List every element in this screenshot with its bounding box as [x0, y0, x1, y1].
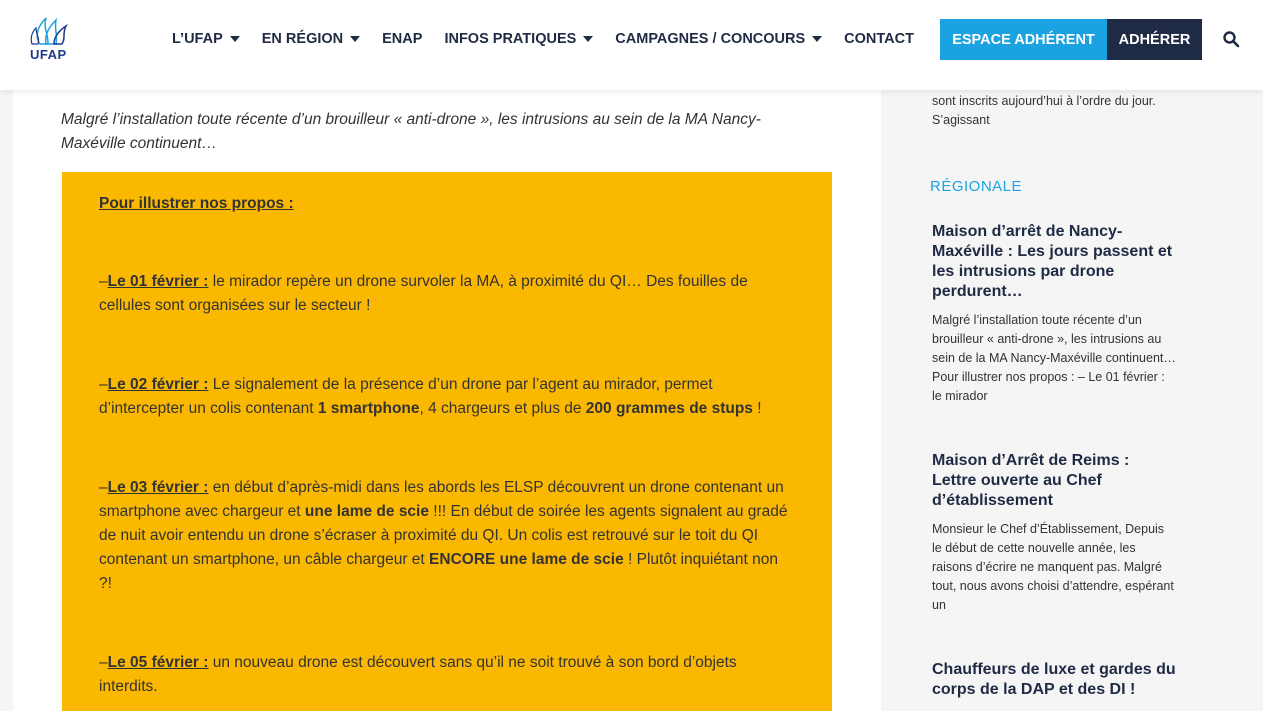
entry-bold: 200 grammes de stups [585, 400, 753, 417]
sidebar-post [932, 222, 1176, 406]
entry-text: , 4 chargeurs et plus de [419, 400, 586, 417]
nav-label: L’UFAP [172, 31, 223, 47]
post-excerpt: Malgré l’installation toute récente d’un brouilleur « anti-drone », les intrusions au sein de la MA Nancy-Maxéville continuent… Pour illustrer nos propos : – Le 01 février : le mirador [932, 313, 1176, 403]
entry-date: Le 05 février : [107, 654, 209, 671]
nav-label: CAMPAGNES / CONCOURS [615, 31, 806, 47]
nav-item-infos-pratiques[interactable] [444, 31, 593, 47]
chevron-down-icon [230, 36, 240, 42]
nav-label: CONTACT [844, 31, 914, 47]
nav-item-contact[interactable] [844, 31, 914, 47]
entry-text: un nouveau drone est découvert sans qu’il ne soit trouvé à son bord d’objets interdits. [99, 654, 737, 695]
entry-text: !!! En début de soirée les agents signalent au gradé de nuit avoir entendu un drone s’écraser à proximité du QI. Un colis est retrouvé sur le toit du QI contenant un smartphone, un câble chargeur et [99, 503, 788, 568]
previous-post-excerpt: sont inscrits aujourd’hui à l’ordre du jour. S’agissant [932, 94, 1156, 127]
search-icon[interactable] [1222, 30, 1240, 48]
timeline-entry: –Le 03 février : en début d’après-midi dans les abords les ELSP découvrent un drone contenant un smartphone avec chargeur et une lame de scie !!! En début de soirée les agents signalent au gradé de nuit avoir entendu un drone s’écraser à proximité du QI. Un colis est retrouvé sur le toit du QI contenant un smartphone, un câble chargeur et ENCORE une lame de scie ! Plutôt inquiétant non ?! [99, 479, 788, 592]
entry-bold: ENCORE une lame de scie [429, 551, 624, 568]
entry-text: ! [752, 400, 762, 417]
section-title-regionale: RÉGIONALE [930, 178, 1023, 195]
chevron-down-icon [812, 36, 822, 42]
entry-date: Le 03 février : [107, 479, 209, 496]
post-title-link[interactable]: Maison d’arrêt de Nancy-Maxéville : Les jours passent et les intrusions par drone perdurent… [932, 223, 1173, 300]
nav-label: EN RÉGION [261, 31, 344, 47]
nav-item-en-region[interactable] [262, 31, 360, 47]
article-content [13, 90, 881, 711]
sidebar [882, 90, 1263, 711]
site-header [0, 0, 1263, 90]
main-nav [172, 19, 936, 59]
chevron-down-icon [350, 36, 360, 42]
box-title: Pour illustrer nos propos : [99, 195, 294, 212]
entry-bold: une lame de scie [304, 503, 429, 520]
sidebar-post [932, 451, 1176, 615]
nav-item-enap[interactable] [382, 31, 422, 47]
nav-label: INFOS PRATIQUES [444, 31, 577, 47]
flame-icon [28, 14, 74, 48]
entry-date: Le 02 février : [107, 376, 209, 393]
entry-text: ! Plutôt inquiétant non ?! [99, 551, 778, 592]
nav-item-campagnes-concours[interactable] [615, 31, 822, 47]
entry-bold: 1 smartphone [317, 400, 420, 417]
timeline-entry: –Le 05 février : un nouveau drone est découvert sans qu’il ne soit trouvé à son bord d’objets interdits. [99, 654, 737, 695]
logo-text: UFAP [30, 47, 67, 62]
post-title-link[interactable]: Chauffeurs de luxe et gardes du corps de la DAP et des DI ! [932, 661, 1176, 698]
timeline-entry: –Le 02 février : Le signalement de la présence d’un drone par l’agent au mirador, permet d’intercepter un colis contenant 1 smartphone, 4 chargeurs et plus de 200 grammes de stups ! [99, 376, 762, 417]
adherer-button[interactable]: ADHÉRER [1107, 19, 1202, 60]
timeline-entry: –Le 01 février : le mirador repère un drone survoler la MA, à proximité du QI… Des fouilles de cellules sont organisées sur le secteur ! [99, 273, 748, 314]
ufap-logo[interactable] [28, 14, 74, 66]
nav-item-ufap[interactable] [172, 31, 240, 47]
entry-text: Le signalement de la présence d’un drone par l’agent au mirador, permet d’intercepter un colis contenant [99, 376, 713, 417]
entry-text: le mirador repère un drone survoler la MA, à proximité du QI… Des fouilles de cellules sont organisées sur le secteur ! [99, 273, 748, 314]
highlight-box [62, 172, 832, 711]
entry-date: Le 01 février : [107, 273, 209, 290]
nav-label: ENAP [382, 31, 423, 47]
sidebar-post [932, 660, 1176, 709]
post-title-link[interactable]: Maison d’Arrêt de Reims : Lettre ouverte au Chef d’établissement [932, 452, 1130, 509]
chevron-down-icon [583, 36, 593, 42]
entry-text: en début d’après-midi dans les abords les ELSP découvrent un drone contenant un smartphone avec chargeur et [99, 479, 784, 520]
article-intro: Malgré l’installation toute récente d’un brouilleur « anti-drone », les intrusions au sein de la MA Nancy-Maxéville continuent… [61, 111, 761, 152]
post-excerpt: Monsieur le Chef d’Établissement, Depuis le début de cette nouvelle année, les raisons d’écrire ne manquent pas. Malgré tout, nous avons choisi d’attendre, espérant un [932, 522, 1174, 612]
espace-adherent-button[interactable]: ESPACE ADHÉRENT [940, 19, 1107, 60]
